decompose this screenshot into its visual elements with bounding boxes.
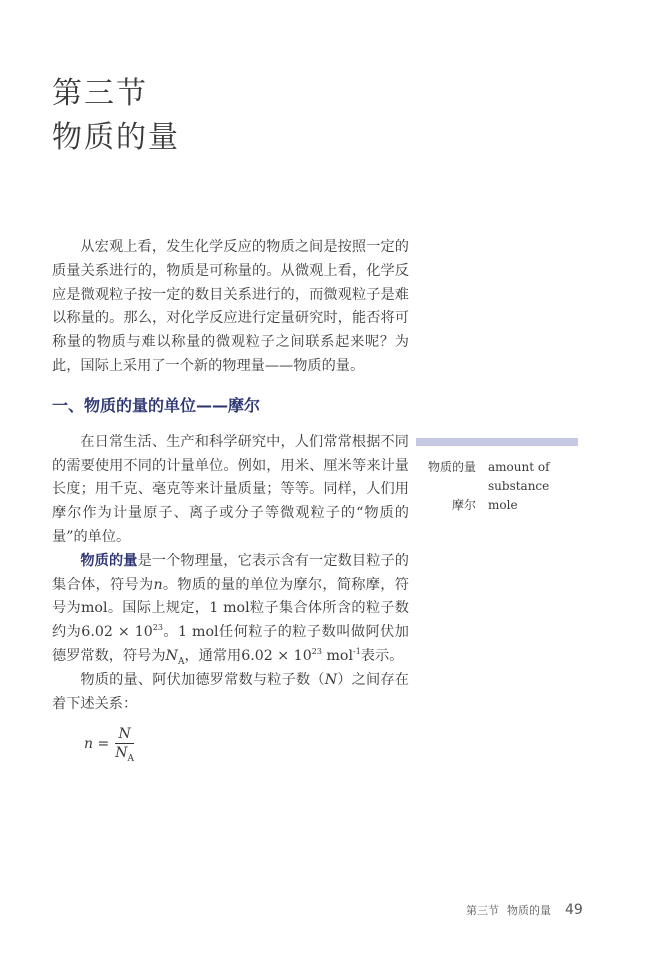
- text: 是一个物理量，它表示含有一定数目粒子的集合体，符号为: [52, 552, 409, 593]
- subscript: A: [177, 656, 185, 667]
- denominator: [115, 744, 134, 765]
- term-amount-of-substance: 物质的量: [80, 552, 138, 569]
- footer-section: 第三节: [466, 904, 499, 917]
- text: mol: [321, 647, 353, 664]
- text: ）之间存在着下述关系：: [52, 671, 409, 712]
- fraction: [115, 726, 134, 765]
- symbol-n: n: [153, 576, 163, 593]
- subscript: A: [127, 754, 134, 765]
- glossary-zh: 摩尔: [451, 498, 476, 512]
- text: 表示。: [360, 647, 404, 664]
- intro-paragraph: [52, 236, 409, 379]
- numerator: N: [115, 726, 133, 744]
- main-column: [52, 236, 409, 765]
- page-number: 49: [565, 902, 583, 918]
- paragraph-units: 在日常生活、生产和科学研究中，人们常常根据不同的需要使用不同的计量单位。例如，用米、厘米等来计量长度；用千克、毫克等来计量质量；等等。同样，人们用摩尔作为计量原子、离子或分子等微观粒子的“物质的量”的单位。: [52, 433, 409, 545]
- glossary-bar: [416, 438, 578, 446]
- denominator-symbol: N: [115, 745, 128, 762]
- text: ，通常用6.02 × 10: [184, 647, 312, 664]
- paragraph-relation: [52, 669, 409, 717]
- exponent: 23: [152, 623, 163, 633]
- symbol-N: N: [324, 671, 338, 688]
- exponent: 23: [311, 646, 322, 656]
- text: 。物质的量的单位为摩尔，简称摩，符号为mol。国际上规定，1 mol粒子集合体所含的粒子数约为6.02 × 10: [52, 576, 409, 641]
- formula-lhs: n =: [84, 735, 110, 752]
- glossary-zh: [416, 477, 476, 496]
- page-footer: [466, 902, 583, 918]
- paragraph-definition: [52, 550, 409, 669]
- glossary-en: mole: [488, 498, 518, 512]
- glossary-zh: 物质的量: [427, 460, 476, 474]
- section-title: 物质的量: [52, 120, 180, 155]
- exponent: -1: [352, 646, 361, 656]
- subsection-heading: 一、物质的量的单位——摩尔: [52, 395, 261, 415]
- text: 物质的量、阿伏加德罗常数与粒子数（: [80, 671, 325, 688]
- glossary-item: [416, 477, 550, 496]
- body-text: [52, 431, 409, 717]
- section-number: 第三节: [52, 76, 148, 111]
- glossary-item: [416, 496, 550, 515]
- glossary-en: amount of: [488, 460, 550, 474]
- footer-title: 物质的量: [507, 904, 551, 917]
- symbol-NA: N: [165, 647, 178, 664]
- text: 。1 mol任何粒子的粒子数叫做阿伏加德罗常数，符号为: [52, 624, 409, 664]
- glossary-item: [416, 458, 550, 477]
- glossary-en: substance: [488, 479, 550, 493]
- intro-text: 从宏观上看，发生化学反应的物质之间是按照一定的质量关系进行的，物质是可称量的。从微观上看，化学反应是微观粒子按一定的数目关系进行的，而微观粒子是难以称量的。那么，对化学反应进行定量研究时，能否将可称量的物质与难以称量的微观粒子之间联系起来呢？为此，国际上采用了一个新的物理量——物质的量。: [52, 239, 409, 374]
- formula: [84, 726, 409, 765]
- glossary: [416, 458, 550, 515]
